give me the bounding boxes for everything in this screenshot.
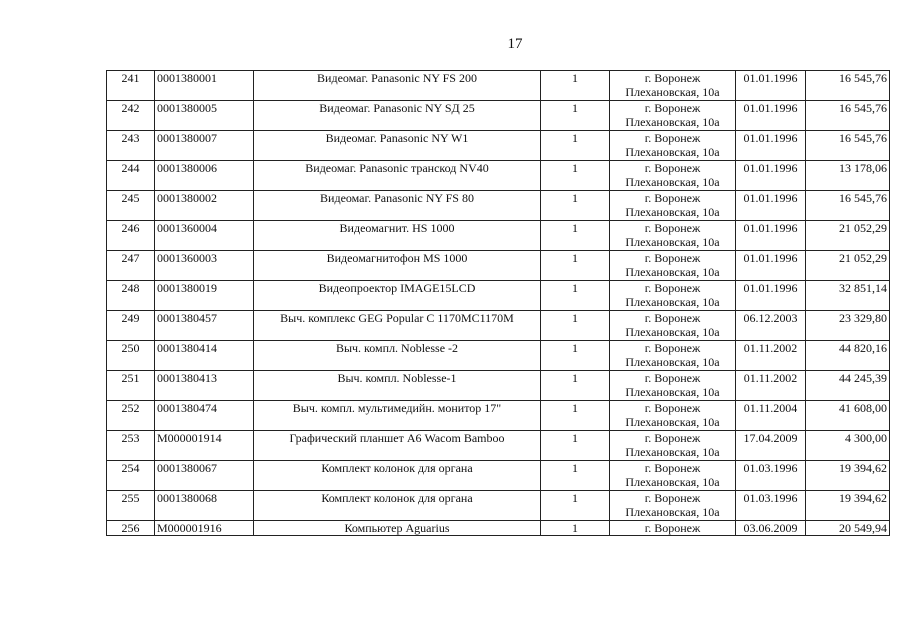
table-row: [107, 101, 890, 131]
inventory-code-cell: 0001380005: [155, 101, 254, 131]
quantity-cell: 1: [541, 401, 610, 431]
inventory-code-cell: 0001380006: [155, 161, 254, 191]
amount-cell: 20 549,94: [806, 521, 890, 536]
row-number-cell: 248: [107, 281, 155, 311]
date-cell: 01.01.1996: [736, 131, 806, 161]
date-cell: 01.01.1996: [736, 191, 806, 221]
amount-cell: 32 851,14: [806, 281, 890, 311]
item-name-cell: Видеомаг. Panasonic транскод NV40: [254, 161, 541, 191]
inventory-table: [106, 70, 890, 536]
location-cell: [610, 221, 736, 251]
amount-cell: 23 329,80: [806, 311, 890, 341]
location-address: Плехановская, 10а: [625, 325, 720, 339]
inventory-code-cell: 0001380068: [155, 491, 254, 521]
table-row: [107, 131, 890, 161]
location-city: г. Воронеж: [644, 431, 701, 445]
item-name-cell: Компьютер Aguarius: [254, 521, 541, 536]
item-name-cell: Комплект колонок для органа: [254, 461, 541, 491]
location-cell: [610, 491, 736, 521]
quantity-cell: 1: [541, 221, 610, 251]
amount-cell: 16 545,76: [806, 191, 890, 221]
table-row: [107, 521, 890, 536]
location-city: г. Воронеж: [644, 161, 701, 175]
inventory-code-cell: 0001380002: [155, 191, 254, 221]
row-number-cell: 247: [107, 251, 155, 281]
date-cell: 01.03.1996: [736, 491, 806, 521]
amount-cell: 44 245,39: [806, 371, 890, 401]
date-cell: 01.01.1996: [736, 101, 806, 131]
quantity-cell: 1: [541, 281, 610, 311]
item-name-cell: Видеомаг. Panasonic NY SД 25: [254, 101, 541, 131]
location-city: г. Воронеж: [644, 251, 701, 265]
table-row: [107, 71, 890, 101]
quantity-cell: 1: [541, 131, 610, 161]
row-number-cell: 245: [107, 191, 155, 221]
amount-cell: 16 545,76: [806, 101, 890, 131]
location-address: Плехановская, 10а: [625, 475, 720, 489]
quantity-cell: 1: [541, 341, 610, 371]
location-cell: [610, 521, 736, 536]
row-number-cell: 251: [107, 371, 155, 401]
item-name-cell: Выч. компл. Noblesse -2: [254, 341, 541, 371]
location-cell: [610, 101, 736, 131]
location-address: Плехановская, 10а: [625, 235, 720, 249]
item-name-cell: Графический планшет А6 Wacom Bamboo: [254, 431, 541, 461]
row-number-cell: 253: [107, 431, 155, 461]
location-city: г. Воронеж: [644, 341, 701, 355]
location-city: г. Воронеж: [644, 401, 701, 415]
location-cell: [610, 281, 736, 311]
quantity-cell: 1: [541, 191, 610, 221]
row-number-cell: 255: [107, 491, 155, 521]
location-address: Плехановская, 10а: [625, 505, 720, 519]
inventory-code-cell: 0001380001: [155, 71, 254, 101]
amount-cell: 44 820,16: [806, 341, 890, 371]
location-city: г. Воронеж: [644, 311, 701, 325]
date-cell: 17.04.2009: [736, 431, 806, 461]
row-number-cell: 243: [107, 131, 155, 161]
location-address: Плехановская, 10а: [625, 415, 720, 429]
location-city: г. Воронеж: [644, 71, 701, 85]
row-number-cell: 246: [107, 221, 155, 251]
row-number-cell: 250: [107, 341, 155, 371]
date-cell: 01.03.1996: [736, 461, 806, 491]
location-cell: [610, 161, 736, 191]
table-row: [107, 251, 890, 281]
location-city: г. Воронеж: [644, 281, 701, 295]
location-city: г. Воронеж: [644, 101, 701, 115]
location-address: Плехановская, 10а: [625, 295, 720, 309]
row-number-cell: 241: [107, 71, 155, 101]
location-city: г. Воронеж: [644, 371, 701, 385]
amount-cell: 41 608,00: [806, 401, 890, 431]
item-name-cell: Комплект колонок для органа: [254, 491, 541, 521]
inventory-code-cell: 0001380414: [155, 341, 254, 371]
inventory-code-cell: 0001380019: [155, 281, 254, 311]
location-cell: [610, 401, 736, 431]
date-cell: 01.01.1996: [736, 281, 806, 311]
amount-cell: 4 300,00: [806, 431, 890, 461]
location-address: Плехановская, 10а: [625, 205, 720, 219]
location-cell: [610, 371, 736, 401]
row-number-cell: 244: [107, 161, 155, 191]
date-cell: 01.01.1996: [736, 251, 806, 281]
location-cell: [610, 71, 736, 101]
table-row: [107, 401, 890, 431]
quantity-cell: 1: [541, 71, 610, 101]
location-city: г. Воронеж: [644, 131, 701, 145]
table-row: [107, 311, 890, 341]
inventory-code-cell: M000001916: [155, 521, 254, 536]
quantity-cell: 1: [541, 521, 610, 536]
row-number-cell: 254: [107, 461, 155, 491]
date-cell: 03.06.2009: [736, 521, 806, 536]
location-address: Плехановская, 10а: [625, 445, 720, 459]
date-cell: 06.12.2003: [736, 311, 806, 341]
table-row: [107, 221, 890, 251]
amount-cell: 21 052,29: [806, 251, 890, 281]
location-cell: [610, 341, 736, 371]
page-number: 17: [507, 36, 523, 52]
item-name-cell: Выч. комплекс GEG Popular C 1170MC1170M: [254, 311, 541, 341]
location-cell: [610, 431, 736, 461]
date-cell: 01.11.2002: [736, 341, 806, 371]
location-cell: [610, 461, 736, 491]
item-name-cell: Видеомаг. Panasonic NY FS 80: [254, 191, 541, 221]
location-city: г. Воронеж: [644, 461, 701, 475]
table-row: [107, 461, 890, 491]
item-name-cell: Видеомаг. Panasonic NY FS 200: [254, 71, 541, 101]
location-address: Плехановская, 10а: [625, 115, 720, 129]
row-number-cell: 242: [107, 101, 155, 131]
quantity-cell: 1: [541, 311, 610, 341]
location-address: Плехановская, 10а: [625, 175, 720, 189]
item-name-cell: Выч. компл. мультимедийн. монитор 17": [254, 401, 541, 431]
location-address: Плехановская, 10а: [625, 355, 720, 369]
table-row: [107, 281, 890, 311]
location-city: г. Воронеж: [644, 191, 701, 205]
item-name-cell: Видеопроектор IMAGE15LCD: [254, 281, 541, 311]
date-cell: 01.11.2002: [736, 371, 806, 401]
quantity-cell: 1: [541, 431, 610, 461]
table-row: [107, 191, 890, 221]
item-name-cell: Видеомагнитофон MS 1000: [254, 251, 541, 281]
location-city: г. Воронеж: [644, 221, 701, 235]
location-city: г. Воронеж: [644, 521, 701, 535]
table-row: [107, 161, 890, 191]
inventory-code-cell: 0001380413: [155, 371, 254, 401]
amount-cell: 21 052,29: [806, 221, 890, 251]
location-cell: [610, 191, 736, 221]
date-cell: 01.01.1996: [736, 161, 806, 191]
location-address: Плехановская, 10а: [625, 145, 720, 159]
location-cell: [610, 251, 736, 281]
amount-cell: 16 545,76: [806, 71, 890, 101]
table-row: [107, 341, 890, 371]
item-name-cell: Выч. компл. Noblesse-1: [254, 371, 541, 401]
quantity-cell: 1: [541, 251, 610, 281]
quantity-cell: 1: [541, 491, 610, 521]
location-cell: [610, 311, 736, 341]
item-name-cell: Видеомаг. Panasonic NY W1: [254, 131, 541, 161]
amount-cell: 16 545,76: [806, 131, 890, 161]
inventory-code-cell: 0001380457: [155, 311, 254, 341]
location-address: Плехановская, 10а: [625, 85, 720, 99]
quantity-cell: 1: [541, 461, 610, 491]
amount-cell: 13 178,06: [806, 161, 890, 191]
location-address: Плехановская, 10а: [625, 385, 720, 399]
quantity-cell: 1: [541, 371, 610, 401]
inventory-code-cell: 0001380474: [155, 401, 254, 431]
inventory-code-cell: 0001380067: [155, 461, 254, 491]
row-number-cell: 252: [107, 401, 155, 431]
table-row: [107, 431, 890, 461]
amount-cell: 19 394,62: [806, 491, 890, 521]
quantity-cell: 1: [541, 161, 610, 191]
location-city: г. Воронеж: [644, 491, 701, 505]
item-name-cell: Видеомагнит. HS 1000: [254, 221, 541, 251]
quantity-cell: 1: [541, 101, 610, 131]
row-number-cell: 256: [107, 521, 155, 536]
inventory-code-cell: M000001914: [155, 431, 254, 461]
table-row: [107, 371, 890, 401]
date-cell: 01.01.1996: [736, 221, 806, 251]
inventory-code-cell: 0001360004: [155, 221, 254, 251]
inventory-code-cell: 0001360003: [155, 251, 254, 281]
inventory-code-cell: 0001380007: [155, 131, 254, 161]
amount-cell: 19 394,62: [806, 461, 890, 491]
row-number-cell: 249: [107, 311, 155, 341]
date-cell: 01.11.2004: [736, 401, 806, 431]
date-cell: 01.01.1996: [736, 71, 806, 101]
location-address: Плехановская, 10а: [625, 265, 720, 279]
location-cell: [610, 131, 736, 161]
table-row: [107, 491, 890, 521]
